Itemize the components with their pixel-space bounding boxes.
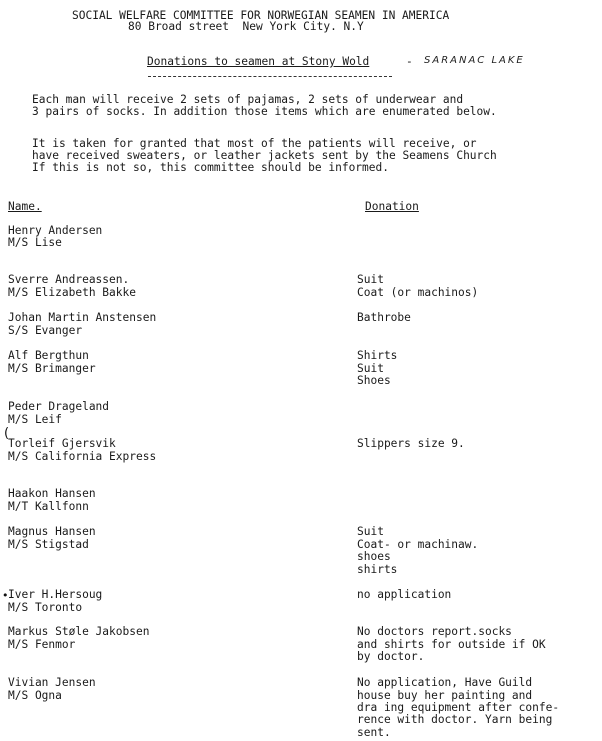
entry-donation-line: no application (357, 588, 452, 601)
entry-name: Alf Bergthun (8, 349, 89, 362)
entry-donation-line: Coat- or machinaw. (357, 538, 479, 551)
intro-p1-line2: 3 pairs of socks. In addition those items which are enumerated below. (32, 105, 497, 118)
handwritten-place-note: SARANAC LAKE (424, 55, 525, 66)
entry-name: Peder Drageland (8, 400, 110, 413)
entry-donation-line: rence with doctor. Yarn being (357, 713, 553, 726)
intro-p2-line3: If this is not so, this committee should be informed. (32, 161, 389, 174)
entry-ship: M/S Ogna (8, 689, 62, 702)
entry-donation-line: Bathrobe (357, 311, 411, 324)
org-heading: SOCIAL WELFARE COMMITTEE FOR NORWEGIAN SEAMEN IN AMERICA (72, 9, 450, 22)
entry-ship: M/S Elizabeth Bakke (8, 286, 136, 299)
address-line: 80 Broad street New York City. N.Y (128, 20, 364, 33)
entry-ship: M/T Kallfonn (8, 500, 89, 513)
entry-name: Magnus Hansen (8, 525, 96, 538)
entry-name: Sverre Andreassen. (8, 273, 130, 286)
entry-name: Vivian Jensen (8, 676, 96, 689)
entry-ship: M/S California Express (8, 450, 157, 463)
document-title: Donations to seamen at Stony Wold (147, 55, 370, 68)
entry-ship: M/S Leif (8, 413, 62, 426)
entry-donation-line: sent. (357, 726, 391, 739)
entry-ship: M/S Fenmor (8, 638, 76, 651)
column-header-donation: Donation (365, 200, 419, 213)
entry-name: Markus Støle Jakobsen (8, 625, 150, 638)
title-dash-rule (148, 76, 392, 77)
entry-name: Johan Martin Anstensen (8, 311, 157, 324)
entry-donation-line: Shoes (357, 374, 391, 387)
handwritten-correction-mark: ( (4, 426, 10, 441)
entry-ship: M/S Lise (8, 236, 62, 249)
entry-donation-line: Slippers size 9. (357, 437, 465, 450)
entry-ship: M/S Brimanger (8, 362, 96, 375)
entry-donation-line: house buy her painting and (357, 689, 533, 702)
entry-ship: S/S Evanger (8, 324, 83, 337)
handwritten-check-mark: • (2, 589, 9, 602)
column-header-name: Name. (8, 200, 42, 213)
entry-donation-line: No doctors report.socks (357, 625, 512, 638)
entry-donation-line: shoes (357, 550, 391, 563)
title-separator: - (406, 55, 413, 68)
intro-p1-line1: Each man will receive 2 sets of pajamas, 2 sets of underwear and (32, 93, 464, 106)
entry-donation-line: Shirts (357, 349, 398, 362)
entry-donation-line: Suit (357, 362, 384, 375)
entry-ship: M/S Toronto (8, 601, 83, 614)
intro-p2-line1: It is taken for granted that most of the patients will receive, or (32, 137, 477, 150)
entry-donation-line: No application, Have Guild (357, 676, 533, 689)
entry-name: Torleif Gjersvik (8, 437, 116, 450)
entry-donation-line: Suit (357, 525, 384, 538)
entry-donation-line: Suit (357, 273, 384, 286)
entry-name: Henry Andersen (8, 224, 103, 237)
entry-donation-line: Coat (or machinos) (357, 286, 479, 299)
entry-donation-line: and shirts for outside if OK (357, 638, 546, 651)
entry-name: Iver H.Hersoug (8, 588, 103, 601)
entry-ship: M/S Stigstad (8, 538, 89, 551)
entry-donation-line: by doctor. (357, 650, 425, 663)
entry-name: Haakon Hansen (8, 487, 96, 500)
entry-donation-line: dra ing equipment after confe- (357, 701, 560, 714)
entry-donation-line: shirts (357, 563, 398, 576)
intro-p2-line2: have received sweaters, or leather jackets sent by the Seamens Church (32, 149, 497, 162)
